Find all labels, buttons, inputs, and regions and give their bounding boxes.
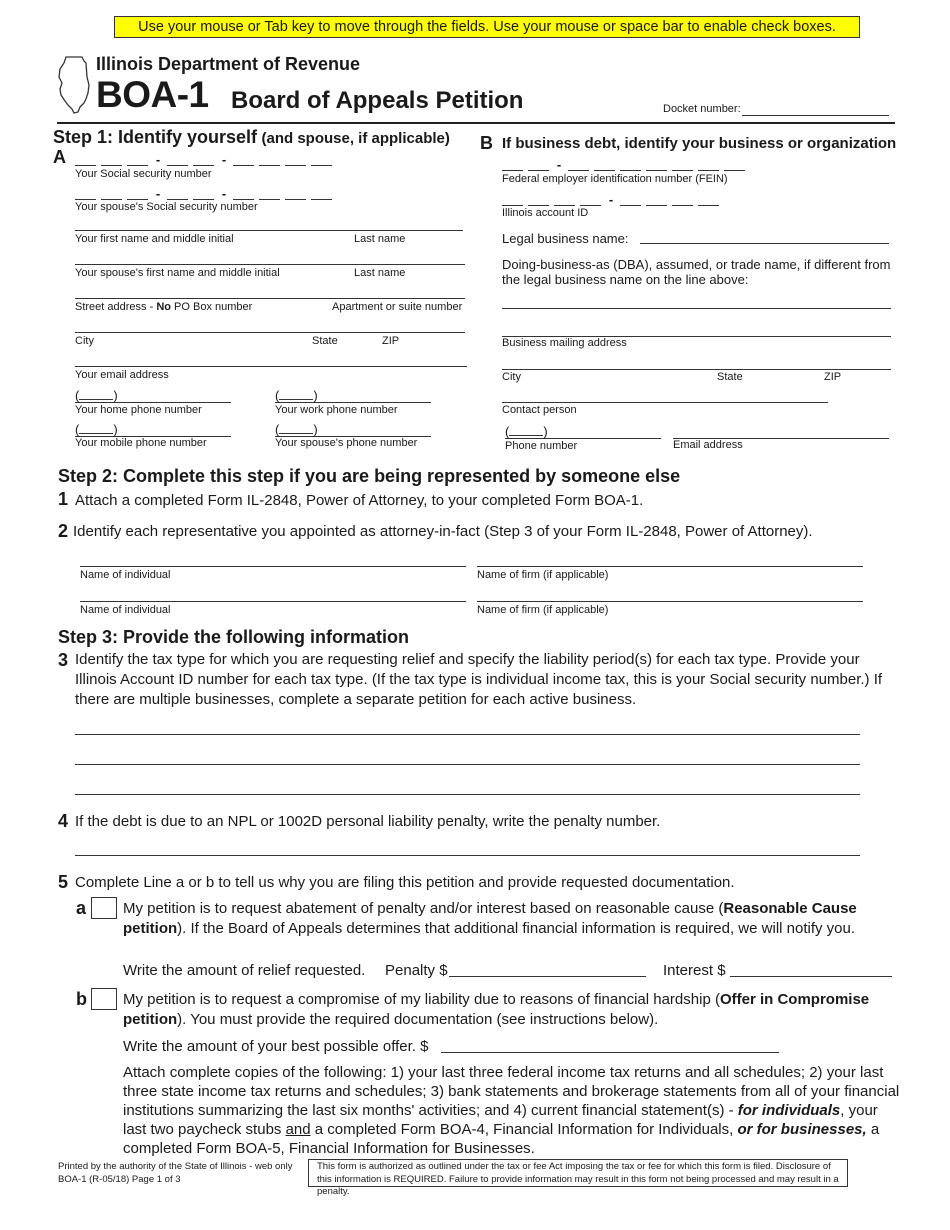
representative-1-firm-label: Name of firm (if applicable) — [477, 569, 609, 581]
fein-label: Federal employer identification number (FEIN) — [502, 173, 728, 185]
step3-line4-text: If the debt is due to an NPL or 1002D personal liability penalty, write the penalty number. — [75, 813, 661, 830]
representative-2-firm-label: Name of firm (if applicable) — [477, 604, 609, 616]
attachment-instructions: Attach complete copies of the following: 1) your last three federal income tax returns and all schedules; 2) your last three state income tax returns and schedules; 3) bank statements and brokerage statements from all of your financial institutions summarizing the last six months' activities; and 4) current financial statement(s) - for individuals, your last two paycheck stubs and a completed Form BOA-4, Financial Information for Individuals, or for businesses, a completed Form BOA-5, Financial Information for Businesses. — [123, 1064, 900, 1157]
business-email-label: Email address — [673, 439, 743, 451]
apt-suite-label: Apartment or suite number — [332, 301, 463, 313]
business-phone-label: Phone number — [505, 440, 578, 452]
docket-number-label: Docket number: — [663, 103, 741, 115]
footer-legal-notice: This form is authorized as outlined under the tax or fee Act imposing the tax or fee for which this form is filed. Disclosure of this information is REQUIRED. Failure to provide information may result in this form not being processed and may result in a penalty. — [308, 1159, 848, 1187]
tax-type-line-1-input[interactable] — [75, 719, 860, 735]
business-zip-label: ZIP — [824, 371, 842, 383]
penalty-amount-input[interactable] — [449, 961, 646, 977]
step3-line3-number: 3 — [58, 650, 69, 670]
best-offer-amount-input[interactable] — [441, 1037, 779, 1053]
step2-line1-number: 1 — [58, 489, 69, 509]
department-name: Illinois Department of Revenue — [96, 54, 361, 74]
business-phone-input[interactable]: ( ) — [505, 424, 661, 439]
dba-input[interactable] — [502, 293, 891, 309]
work-phone-input[interactable]: ( ) — [275, 388, 431, 403]
step2-line2-number: 2 — [58, 521, 69, 541]
step3-line5-text: Complete Line a or b to tell us why you are filing this petition and provide requested documentation. — [75, 874, 735, 891]
representative-1-name-input[interactable] — [80, 551, 466, 567]
step3-line5-number: 5 — [58, 872, 69, 892]
street-address-input[interactable] — [75, 283, 465, 299]
form-number: BOA-1 — [96, 74, 209, 115]
business-mailing-address-label: Business mailing address — [502, 337, 627, 349]
spouse-phone-input[interactable]: ( ) — [275, 422, 431, 437]
footer-printed-by: Printed by the authority of the State of Illinois - web only — [58, 1161, 293, 1172]
step2-line2-text: Identify each representative you appointed as attorney-in-fact (Step 3 of your Form IL-2848, Power of Attorney). — [73, 523, 813, 540]
representative-1-name-label: Name of individual — [80, 569, 171, 581]
home-phone-input[interactable]: ( ) — [75, 388, 231, 403]
step3-line4-number: 4 — [58, 811, 69, 831]
contact-person-label: Contact person — [502, 404, 577, 416]
spouse-last-name-label: Last name — [354, 267, 406, 279]
interest-amount-input[interactable] — [730, 961, 892, 977]
footer-form-revision: BOA-1 (R-05/18) Page 1 of 3 — [58, 1174, 181, 1185]
representative-2-name-label: Name of individual — [80, 604, 171, 616]
offer-in-compromise-checkbox[interactable] — [91, 988, 117, 1010]
spouse-phone-label: Your spouse's phone number — [275, 437, 418, 449]
business-city-label: City — [502, 371, 521, 383]
street-address-label: Street address - No PO Box number — [75, 301, 253, 313]
penalty-number-input[interactable] — [75, 840, 860, 856]
relief-amount-label: Write the amount of relief requested. — [123, 962, 366, 979]
line-b-letter: b — [76, 989, 87, 1009]
step3-heading: Step 3: Provide the following information — [58, 627, 410, 647]
representative-1-firm-input[interactable] — [477, 551, 863, 567]
state-label: State — [312, 335, 338, 347]
section-b-heading: If business debt, identify your business or organization — [502, 135, 897, 152]
illinois-account-id-label: Illinois account ID — [502, 207, 589, 219]
zip-label: ZIP — [382, 335, 400, 347]
first-name-label: Your first name and middle initial — [75, 233, 234, 245]
representative-2-name-input[interactable] — [80, 586, 466, 602]
representative-2-firm-input[interactable] — [477, 586, 863, 602]
contact-person-input[interactable] — [502, 387, 828, 403]
step2-line1-text: Attach a completed Form IL-2848, Power of Attorney, to your completed Form BOA-1. — [75, 492, 644, 509]
form-title: Board of Appeals Petition — [231, 87, 524, 114]
best-offer-label: Write the amount of your best possible offer. $ — [123, 1038, 429, 1055]
reasonable-cause-checkbox[interactable] — [91, 897, 117, 919]
dba-label: Doing-business-as (DBA), assumed, or trade name, if different from the legal business name on the line above: — [502, 257, 891, 287]
line-a-text: My petition is to request abatement of penalty and/or interest based on reasonable cause (Reasonable Cause petition). If the Board of Appeals determines that additional financial information is required, we will notify you. — [123, 900, 857, 937]
mobile-phone-input[interactable]: ( ) — [75, 422, 231, 437]
work-phone-label: Your work phone number — [275, 404, 398, 416]
email-label: Your email address — [75, 369, 169, 381]
email-input[interactable] — [75, 351, 467, 367]
line-b-text: My petition is to request a compromise of my liability due to reasons of financial hardship (Offer in Compromise petition). You must provide the required documentation (see instructions below). — [123, 991, 870, 1028]
city-label: City — [75, 335, 94, 347]
illinois-state-logo-icon — [56, 55, 96, 115]
city-state-zip-input[interactable] — [75, 317, 465, 333]
ssn-input[interactable]: - - — [75, 154, 337, 166]
fein-input[interactable]: - — [502, 159, 750, 171]
home-phone-label: Your home phone number — [75, 404, 202, 416]
tax-type-line-3-input[interactable] — [75, 779, 860, 795]
business-city-state-zip-input[interactable] — [502, 354, 891, 370]
docket-number-input[interactable] — [742, 100, 889, 116]
step3-line3-text: Identify the tax type for which you are requesting relief and specify the liability period(s) for each tax type. Provide your Illinois Account ID number for each tax type. (If the tax type is individual income tax, this is your Social security number.) If there are multiple businesses, complete a separate petition for each active business. — [75, 651, 883, 708]
section-a-letter: A — [53, 147, 66, 167]
last-name-label: Last name — [354, 233, 406, 245]
interest-amount-label: Interest $ — [663, 962, 726, 979]
spouse-ssn-label: Your spouse's Social security number — [75, 201, 258, 213]
ssn-label: Your Social security number — [75, 168, 212, 180]
step1-heading: Step 1: Identify yourself (and spouse, if applicable) — [53, 127, 450, 147]
penalty-amount-label: Penalty $ — [385, 962, 448, 979]
section-b-letter: B — [480, 133, 493, 153]
business-state-label: State — [717, 371, 743, 383]
illinois-account-id-input[interactable]: - — [502, 194, 724, 206]
spouse-first-name-label: Your spouse's first name and middle initial — [75, 267, 280, 279]
instruction-banner: Use your mouse or Tab key to move through the fields. Use your mouse or space bar to enable check boxes. — [114, 16, 860, 38]
spouse-first-name-input[interactable] — [75, 249, 465, 265]
legal-business-name-label: Legal business name: — [502, 231, 629, 246]
spouse-ssn-input[interactable]: - - — [75, 188, 337, 200]
header-divider — [57, 122, 895, 124]
first-name-input[interactable] — [75, 215, 463, 231]
step2-heading: Step 2: Complete this step if you are being represented by someone else — [58, 466, 681, 486]
legal-business-name-input[interactable] — [640, 229, 889, 244]
tax-type-line-2-input[interactable] — [75, 749, 860, 765]
mobile-phone-label: Your mobile phone number — [75, 437, 207, 449]
business-mailing-address-input[interactable] — [502, 321, 891, 337]
line-a-letter: a — [76, 898, 87, 918]
business-email-input[interactable] — [673, 424, 889, 439]
